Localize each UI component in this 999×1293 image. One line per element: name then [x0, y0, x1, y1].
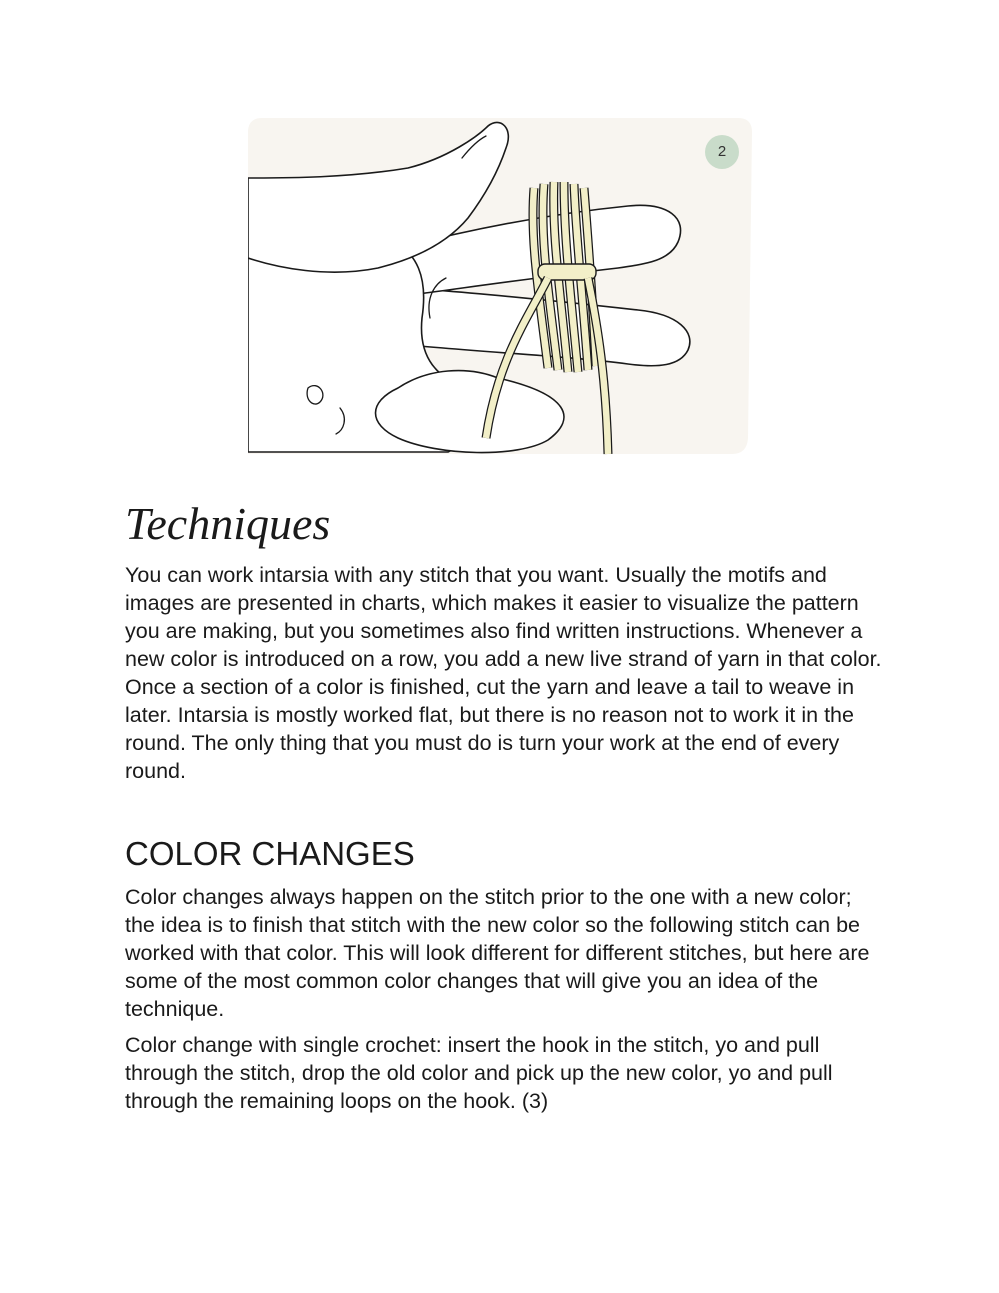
intro-paragraph: You can work intarsia with any stitch that you want. Usually the motifs and images are presented in charts, which makes it easier to visualize the pattern you are making, but you sometimes also find written instructions. Whenever a new color is introduced on a row, you add a new live strand of yarn in that color. Once a section of a color is finished, cut the yarn and leave a tail to weave in later. Intarsia is mostly worked flat, but there is no reason not to work it in the round. The only thing that you must do is turn your work at the end of every round.: [125, 563, 882, 783]
single-crochet-paragraph: Color change with single crochet: insert the hook in the stitch, yo and pull through the stitch, drop the old color and pick up the new color, yo and pull through the remaining loops on the hook. (3): [125, 1033, 833, 1113]
section-title: Techniques: [125, 498, 331, 549]
color-changes-heading: COLOR CHANGES: [125, 835, 415, 872]
step-number-badge: 2: [705, 135, 739, 169]
hand-wrapping-yarn-illustration: [248, 118, 752, 456]
color-changes-paragraph: Color changes always happen on the stitch prior to the one with a new color; the idea is to finish that stitch with the new color so the following stitch can be worked with that color. This will look different for different stitches, but here are some of the most common color changes that will give you an idea of the technique.: [125, 885, 870, 1021]
